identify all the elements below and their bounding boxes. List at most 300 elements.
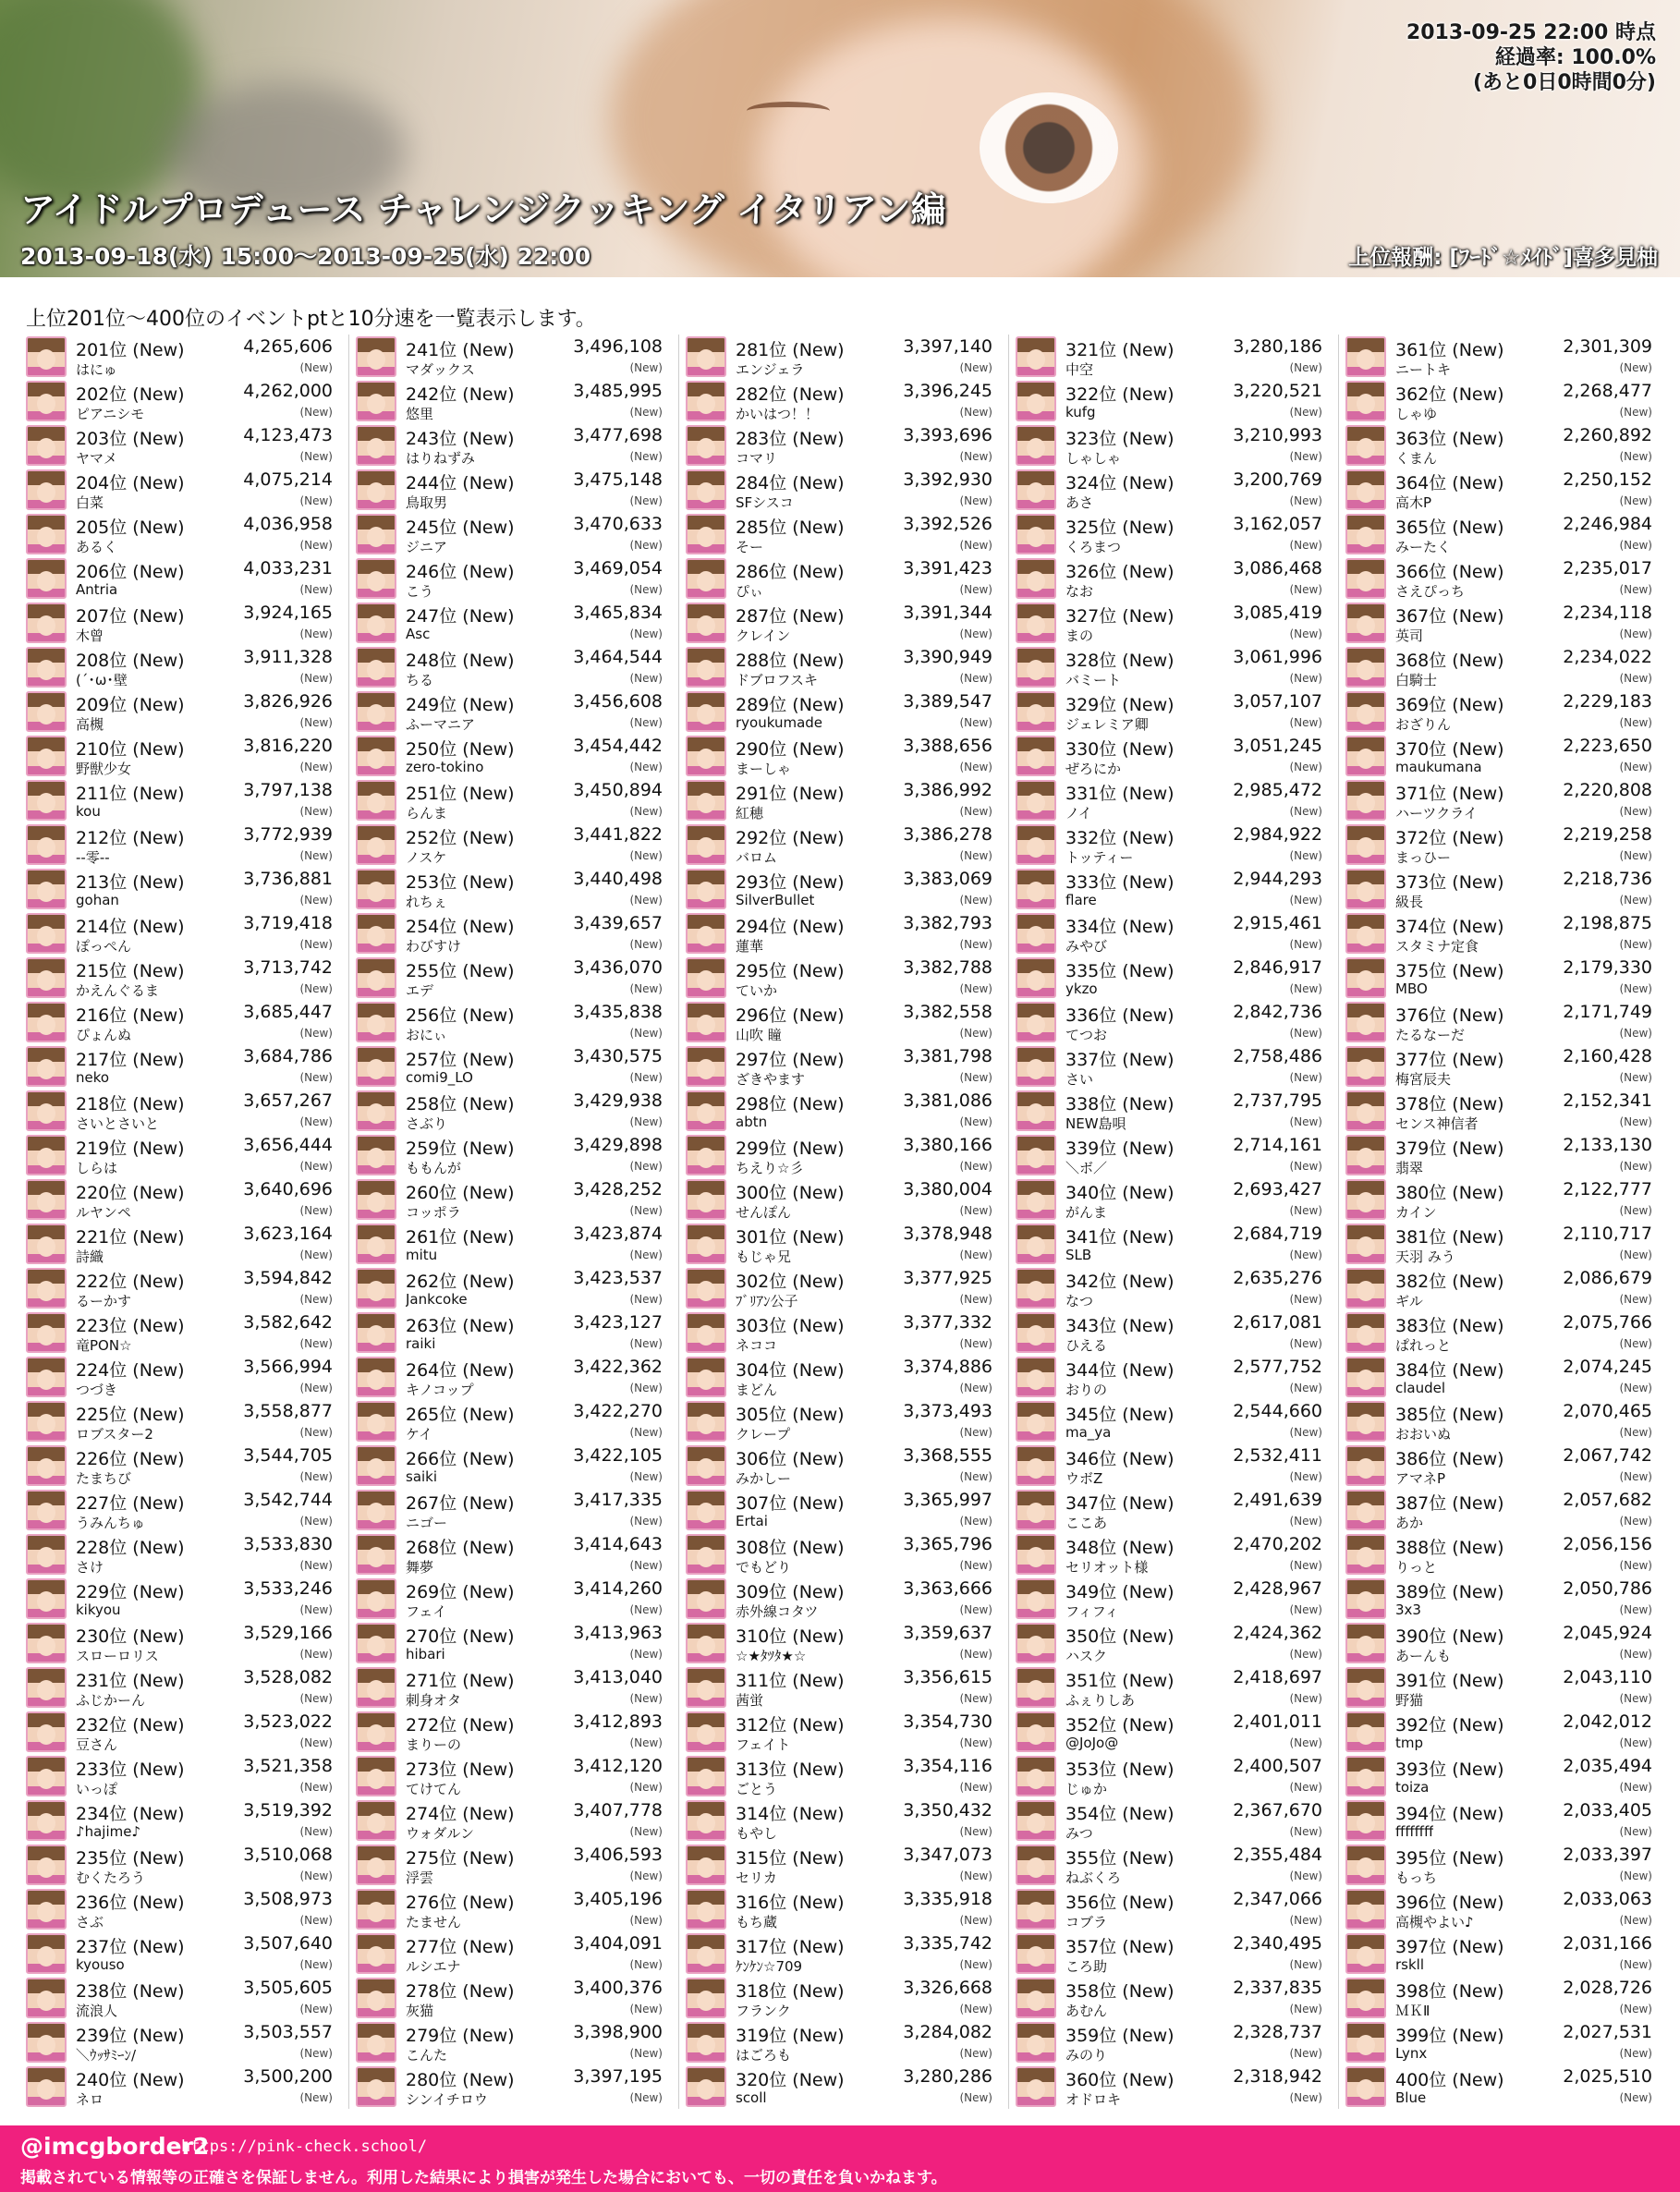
idol-face-icon [1357, 1148, 1375, 1168]
producer-name: クレイン [736, 627, 791, 644]
event-points: 3,417,335 [573, 1490, 663, 1510]
ten-minute-speed: (New) [1289, 1559, 1322, 1572]
rank-label: 230位 (New) [76, 1626, 185, 1647]
ranking-entry [26, 2064, 342, 2109]
idol-card-thumbnail [356, 1800, 396, 1841]
ten-minute-speed: (New) [1289, 672, 1322, 685]
idol-card-thumbnail [26, 1224, 67, 1264]
event-points: 3,519,392 [243, 1800, 333, 1821]
ranking-entry [686, 1931, 1002, 1976]
ranking-entry [356, 1754, 672, 1798]
ten-minute-speed: (New) [1619, 1115, 1652, 1128]
ranking-entry [356, 1089, 672, 1133]
idol-face-icon [1357, 1902, 1375, 1922]
idol-face-icon [1027, 926, 1045, 946]
event-points: 3,508,973 [243, 1889, 333, 1909]
ten-minute-speed: (New) [629, 1248, 663, 1261]
ten-minute-speed: (New) [1619, 1736, 1652, 1749]
rank-label: 368位 (New) [1395, 651, 1504, 671]
ten-minute-speed: (New) [629, 2003, 663, 2015]
idol-card-thumbnail [686, 1002, 726, 1042]
rank-label: 358位 (New) [1065, 1981, 1175, 2002]
producer-name: れちぇ [406, 894, 448, 910]
ranking-entry [26, 867, 342, 911]
idol-card-thumbnail [686, 558, 726, 599]
idol-face-icon [697, 1103, 715, 1124]
ten-minute-speed: (New) [959, 1071, 992, 1084]
site-link[interactable]: https://pink-check.school/ [181, 2137, 428, 2156]
ten-minute-speed: (New) [1289, 1781, 1322, 1794]
ranking-entry [356, 822, 672, 867]
idol-face-icon [367, 1414, 385, 1434]
idol-card-thumbnail [686, 1445, 726, 1486]
top-reward: 上位報酬: [ﾌｰﾄﾞ☆ﾒｲﾄﾞ]喜多見柚 [1348, 246, 1658, 270]
idol-card-thumbnail [686, 381, 726, 421]
ten-minute-speed: (New) [1619, 982, 1652, 995]
ten-minute-speed: (New) [1619, 1204, 1652, 1217]
ten-minute-speed: (New) [629, 2047, 663, 2060]
producer-name: ギル [1395, 1293, 1423, 1309]
ranking-entry [356, 1976, 672, 2020]
rank-label: 394位 (New) [1395, 1804, 1504, 1824]
ten-minute-speed: (New) [299, 627, 333, 640]
rank-label: 350位 (New) [1065, 1626, 1175, 1647]
event-points: 2,337,835 [1233, 1978, 1322, 1998]
ranking-entry [686, 1443, 1002, 1488]
producer-name: たません [406, 1914, 462, 1930]
ranking-entry [1016, 1488, 1332, 1532]
idol-face-icon [697, 1724, 715, 1745]
event-points: 3,423,127 [573, 1312, 663, 1333]
idol-face-icon [697, 571, 715, 591]
producer-name: ジニア [406, 539, 448, 555]
idol-card-thumbnail [1345, 558, 1386, 599]
idol-card-thumbnail [356, 1135, 396, 1175]
ranking-entry [356, 556, 672, 601]
idol-card-thumbnail [1345, 780, 1386, 821]
event-points: 3,373,493 [903, 1401, 992, 1421]
ranking-entry [356, 778, 672, 822]
rank-label: 283位 (New) [736, 429, 845, 449]
producer-name: 級長 [1395, 894, 1424, 910]
producer-name: ふじかーん [76, 1692, 146, 1709]
idol-face-icon [1357, 1636, 1375, 1656]
producer-name: はりねずみ [406, 450, 476, 467]
event-points: 3,354,730 [903, 1711, 992, 1732]
idol-face-icon [1357, 1458, 1375, 1479]
idol-card-thumbnail [26, 957, 67, 998]
rank-label: 384位 (New) [1395, 1360, 1504, 1381]
rank-label: 201位 (New) [76, 340, 185, 360]
event-points: 3,816,220 [243, 736, 333, 756]
ten-minute-speed: (New) [1619, 450, 1652, 463]
event-points: 3,200,769 [1233, 469, 1322, 490]
rank-label: 400位 (New) [1395, 2070, 1504, 2090]
event-points: 2,424,362 [1233, 1623, 1322, 1643]
ten-minute-speed: (New) [629, 894, 663, 907]
idol-card-thumbnail [26, 1090, 67, 1131]
producer-name: あるく [76, 539, 118, 555]
ten-minute-speed: (New) [1619, 1648, 1652, 1661]
idol-card-thumbnail [356, 1490, 396, 1530]
idol-card-thumbnail [686, 1090, 726, 1131]
ranking-entry [26, 1488, 342, 1532]
idol-face-icon [697, 1236, 715, 1257]
ranking-entry [1345, 822, 1662, 867]
ranking-entry [686, 1798, 1002, 1843]
ten-minute-speed: (New) [1289, 1692, 1322, 1705]
ranking-entry [1016, 1710, 1332, 1754]
producer-name: ☆★ﾀﾂﾀ★☆ [736, 1648, 807, 1664]
event-points: 3,429,898 [573, 1135, 663, 1155]
ten-minute-speed: (New) [629, 1559, 663, 1572]
event-points: 3,469,054 [573, 558, 663, 578]
ranking-entry [1016, 1887, 1332, 1931]
rank-label: 273位 (New) [406, 1760, 515, 1780]
event-points: 3,407,778 [573, 1800, 663, 1821]
event-points: 3,354,116 [903, 1756, 992, 1776]
idol-face-icon [367, 1636, 385, 1656]
ranking-entry [26, 556, 342, 601]
producer-name: 蓮華 [736, 938, 764, 955]
rank-label: 300位 (New) [736, 1183, 845, 1203]
ten-minute-speed: (New) [1619, 1559, 1652, 1572]
event-points: 2,171,749 [1563, 1002, 1652, 1022]
ten-minute-speed: (New) [299, 1958, 333, 1971]
rank-label: 209位 (New) [76, 695, 185, 715]
rank-label: 379位 (New) [1395, 1139, 1504, 1159]
event-points: 3,386,992 [903, 780, 992, 800]
event-points: 2,223,650 [1563, 736, 1652, 756]
producer-name: みやび [1065, 938, 1108, 955]
idol-face-icon [697, 2079, 715, 2100]
ranking-entry [1016, 1621, 1332, 1665]
idol-card-thumbnail [1345, 1312, 1386, 1353]
ten-minute-speed: (New) [629, 805, 663, 818]
producer-name: ryoukumade [736, 714, 823, 731]
idol-face-icon [697, 1991, 715, 2011]
rank-label: 354位 (New) [1065, 1804, 1175, 1824]
idol-face-icon [37, 615, 55, 636]
event-points: 3,396,245 [903, 381, 992, 401]
producer-name: ニゴー [406, 1515, 448, 1531]
ranking-entry [26, 423, 342, 468]
idol-face-icon [697, 1636, 715, 1656]
rank-label: 258位 (New) [406, 1094, 515, 1114]
idol-card-thumbnail [1345, 1179, 1386, 1220]
producer-name: スローロリス [76, 1648, 159, 1664]
rank-label: 210位 (New) [76, 739, 185, 760]
ten-minute-speed: (New) [1619, 2003, 1652, 2015]
ranking-entry [686, 1843, 1002, 1887]
idol-card-thumbnail [686, 824, 726, 865]
ranking-entry [1345, 689, 1662, 734]
ten-minute-speed: (New) [299, 1515, 333, 1528]
event-points: 2,045,924 [1563, 1623, 1652, 1643]
producer-name: せんぽん [736, 1204, 792, 1221]
event-points: 3,475,148 [573, 469, 663, 490]
ten-minute-speed: (New) [959, 894, 992, 907]
ranking-entry [356, 1177, 672, 1222]
idol-face-icon [1357, 1991, 1375, 2011]
producer-name: ＭＫⅡ [1395, 2003, 1430, 2019]
idol-card-thumbnail [26, 1800, 67, 1841]
event-points: 2,684,719 [1233, 1224, 1322, 1244]
ten-minute-speed: (New) [1289, 1337, 1322, 1350]
event-title: アイドルプロデュース チャレンジクッキング イタリアン編 [20, 189, 946, 230]
producer-name: scoll [736, 2089, 767, 2106]
producer-name: Antria [76, 581, 118, 598]
event-points: 3,533,246 [243, 1578, 333, 1599]
ten-minute-speed: (New) [299, 1382, 333, 1394]
ten-minute-speed: (New) [959, 1515, 992, 1528]
producer-name: むくたろう [76, 1869, 146, 1886]
producer-name: ごとう [736, 1781, 778, 1797]
rank-label: 325位 (New) [1065, 518, 1175, 538]
producer-name: ちえり☆彡 [736, 1160, 804, 1176]
idol-face-icon [1357, 527, 1375, 547]
event-points: 4,265,606 [243, 336, 333, 357]
producer-name: 3x3 [1395, 1601, 1421, 1618]
rank-label: 349位 (New) [1065, 1582, 1175, 1602]
idol-face-icon [37, 1946, 55, 1967]
event-points: 3,594,842 [243, 1268, 333, 1288]
ranking-entry [1016, 335, 1332, 379]
producer-name: ねぶくろ [1065, 1869, 1122, 1886]
idol-face-icon [1357, 394, 1375, 414]
rank-label: 351位 (New) [1065, 1671, 1175, 1691]
idol-face-icon [367, 704, 385, 725]
producer-name: アマネP [1395, 1470, 1446, 1487]
idol-face-icon [1027, 1813, 1045, 1833]
idol-card-thumbnail [1016, 1490, 1056, 1530]
producer-name: ピアニシモ [76, 406, 145, 422]
idol-face-icon [37, 882, 55, 902]
rank-label: 228位 (New) [76, 1538, 185, 1558]
ranking-entry [1345, 1931, 1662, 1976]
idol-face-icon [1027, 1370, 1045, 1390]
idol-card-thumbnail [1016, 603, 1056, 643]
event-points: 3,386,278 [903, 824, 992, 845]
event-points: 3,414,643 [573, 1534, 663, 1554]
ten-minute-speed: (New) [959, 849, 992, 862]
ranking-entry [686, 956, 1002, 1000]
idol-card-thumbnail [26, 1046, 67, 1087]
idol-card-thumbnail [26, 691, 67, 732]
idol-card-thumbnail [1016, 736, 1056, 776]
producer-name: 豆さん [76, 1736, 118, 1753]
ten-minute-speed: (New) [1289, 1914, 1322, 1927]
ten-minute-speed: (New) [959, 1382, 992, 1394]
ten-minute-speed: (New) [1619, 1027, 1652, 1040]
producer-name: tmp [1395, 1735, 1424, 1751]
event-points: 3,826,926 [243, 691, 333, 712]
ranking-entry [26, 1621, 342, 1665]
idol-card-thumbnail [356, 1578, 396, 1619]
event-points: 3,684,786 [243, 1046, 333, 1066]
idol-face-icon [37, 1414, 55, 1434]
producer-name: しゃゆ [1395, 406, 1438, 422]
rank-label: 345位 (New) [1065, 1405, 1175, 1425]
rank-label: 387位 (New) [1395, 1493, 1504, 1514]
event-points: 2,347,066 [1233, 1889, 1322, 1909]
idol-card-thumbnail [1345, 1357, 1386, 1397]
ranking-entry [686, 1355, 1002, 1399]
event-points: 3,772,939 [243, 824, 333, 845]
ranking-entry [686, 601, 1002, 645]
ten-minute-speed: (New) [299, 1559, 333, 1572]
event-points: 3,057,107 [1233, 691, 1322, 712]
idol-card-thumbnail [26, 1179, 67, 1220]
ranking-column [686, 335, 1002, 2109]
event-points: 3,392,526 [903, 514, 992, 534]
idol-card-thumbnail [356, 1845, 396, 1885]
ranking-entry [686, 1044, 1002, 1089]
ten-minute-speed: (New) [1289, 1204, 1322, 1217]
ranking-entry [1345, 1399, 1662, 1443]
rank-label: 375位 (New) [1395, 961, 1504, 981]
ranking-entry [1016, 1399, 1332, 1443]
ranking-entry [1345, 1310, 1662, 1355]
ten-minute-speed: (New) [299, 1914, 333, 1927]
idol-card-thumbnail [356, 603, 396, 643]
event-points: 2,268,477 [1563, 381, 1652, 401]
ranking-entry [1016, 1355, 1332, 1399]
producer-name: てけてん [406, 1781, 462, 1797]
rank-label: 207位 (New) [76, 606, 185, 627]
rank-label: 275位 (New) [406, 1848, 515, 1869]
disclaimer: 掲載されている情報等の正確さを保証しません。利用した結果により損害が発生した場合においても、一切の責任を負いかねます。 [20, 2169, 947, 2187]
ranking-entry [1345, 601, 1662, 645]
twitter-handle[interactable]: @imcgborder2 [20, 2133, 210, 2160]
idol-card-thumbnail [1345, 691, 1386, 732]
idol-face-icon [1027, 1458, 1045, 1479]
idol-card-thumbnail [686, 1933, 726, 1974]
ten-minute-speed: (New) [1619, 938, 1652, 951]
idol-card-thumbnail [1016, 1978, 1056, 2018]
rank-label: 393位 (New) [1395, 1760, 1504, 1780]
ten-minute-speed: (New) [1619, 1071, 1652, 1084]
ranking-column [356, 335, 672, 2109]
idol-card-thumbnail [1345, 1756, 1386, 1796]
rank-label: 264位 (New) [406, 1360, 515, 1381]
ranking-entry [26, 1710, 342, 1754]
rank-label: 376位 (New) [1395, 1005, 1504, 1026]
event-points: 2,234,118 [1563, 603, 1652, 623]
rank-label: 316位 (New) [736, 1893, 845, 1913]
rank-label: 239位 (New) [76, 2026, 185, 2046]
producer-name: マダックス [406, 361, 475, 378]
event-points: 2,033,405 [1563, 1800, 1652, 1821]
producer-name: いっぽ [76, 1781, 118, 1797]
rank-label: 308位 (New) [736, 1538, 845, 1558]
event-points: 3,412,120 [573, 1756, 663, 1776]
producer-name: しゃしゃ [1065, 450, 1122, 467]
idol-card-thumbnail [1345, 1978, 1386, 2018]
producer-name: セリオット様 [1065, 1559, 1149, 1576]
idol-card-thumbnail [356, 425, 396, 466]
ten-minute-speed: (New) [1619, 1781, 1652, 1794]
ranking-entry [686, 2064, 1002, 2109]
producer-name: こんた [406, 2047, 448, 2064]
idol-card-thumbnail [26, 2022, 67, 2063]
ranking-entry [1345, 468, 1662, 512]
ten-minute-speed: (New) [629, 938, 663, 951]
idol-face-icon [697, 882, 715, 902]
producer-name: ネココ [736, 1337, 778, 1354]
producer-name: ロブスター2 [76, 1426, 153, 1443]
ten-minute-speed: (New) [959, 1958, 992, 1971]
event-points: 3,162,057 [1233, 514, 1322, 534]
idol-face-icon [1027, 1503, 1045, 1523]
idol-face-icon [1027, 1680, 1045, 1700]
ranking-entry [1345, 1754, 1662, 1798]
rank-label: 213位 (New) [76, 872, 185, 893]
rank-label: 389位 (New) [1395, 1582, 1504, 1602]
rank-label: 276位 (New) [406, 1893, 515, 1913]
producer-name: まりーの [406, 1736, 462, 1753]
ranking-entry [1345, 335, 1662, 379]
idol-card-thumbnail [1016, 913, 1056, 954]
rank-label: 339位 (New) [1065, 1139, 1175, 1159]
idol-face-icon [37, 1236, 55, 1257]
ten-minute-speed: (New) [629, 1071, 663, 1084]
idol-card-thumbnail [26, 2066, 67, 2107]
event-points: 3,374,886 [903, 1357, 992, 1377]
producer-name: でもどり [736, 1559, 792, 1576]
producer-name: Blue [1395, 2089, 1427, 2106]
rank-label: 314位 (New) [736, 1804, 845, 1824]
ranking-entry [686, 822, 1002, 867]
idol-card-thumbnail [1016, 1933, 1056, 1974]
idol-face-icon [37, 2035, 55, 2055]
idol-face-icon [37, 527, 55, 547]
ten-minute-speed: (New) [1619, 406, 1652, 419]
rank-label: 229位 (New) [76, 1582, 185, 1602]
idol-card-thumbnail [356, 2066, 396, 2107]
idol-face-icon [697, 660, 715, 680]
idol-face-icon [697, 1946, 715, 1967]
rank-label: 361位 (New) [1395, 340, 1504, 360]
ten-minute-speed: (New) [299, 494, 333, 507]
event-points: 3,470,633 [573, 514, 663, 534]
ranking-entry [356, 1532, 672, 1577]
idol-card-thumbnail [1016, 1179, 1056, 1220]
producer-name: あーんも [1395, 1648, 1452, 1664]
idol-card-thumbnail [1016, 824, 1056, 865]
ranking-entry [1345, 1089, 1662, 1133]
rank-label: 312位 (New) [736, 1715, 845, 1735]
ten-minute-speed: (New) [1289, 1869, 1322, 1882]
event-points: 2,027,531 [1563, 2022, 1652, 2042]
ranking-entry [1345, 1621, 1662, 1665]
ten-minute-speed: (New) [629, 1426, 663, 1439]
idol-card-thumbnail [686, 1268, 726, 1309]
event-points: 3,441,822 [573, 824, 663, 845]
idol-card-thumbnail [1345, 2022, 1386, 2063]
ten-minute-speed: (New) [629, 1648, 663, 1661]
intro-text: 上位201位〜400位のイベントptと10分速を一覧表示します。 [26, 308, 596, 331]
ranking-entry [1016, 468, 1332, 512]
ranking-entry [1016, 512, 1332, 556]
ranking-entry [686, 1488, 1002, 1532]
ten-minute-speed: (New) [1289, 1071, 1322, 1084]
producer-name: あむん [1065, 2003, 1108, 2019]
idol-face-icon [367, 527, 385, 547]
ranking-entry [686, 1887, 1002, 1931]
idol-face-icon [697, 1813, 715, 1833]
producer-name: あさ [1065, 494, 1094, 511]
